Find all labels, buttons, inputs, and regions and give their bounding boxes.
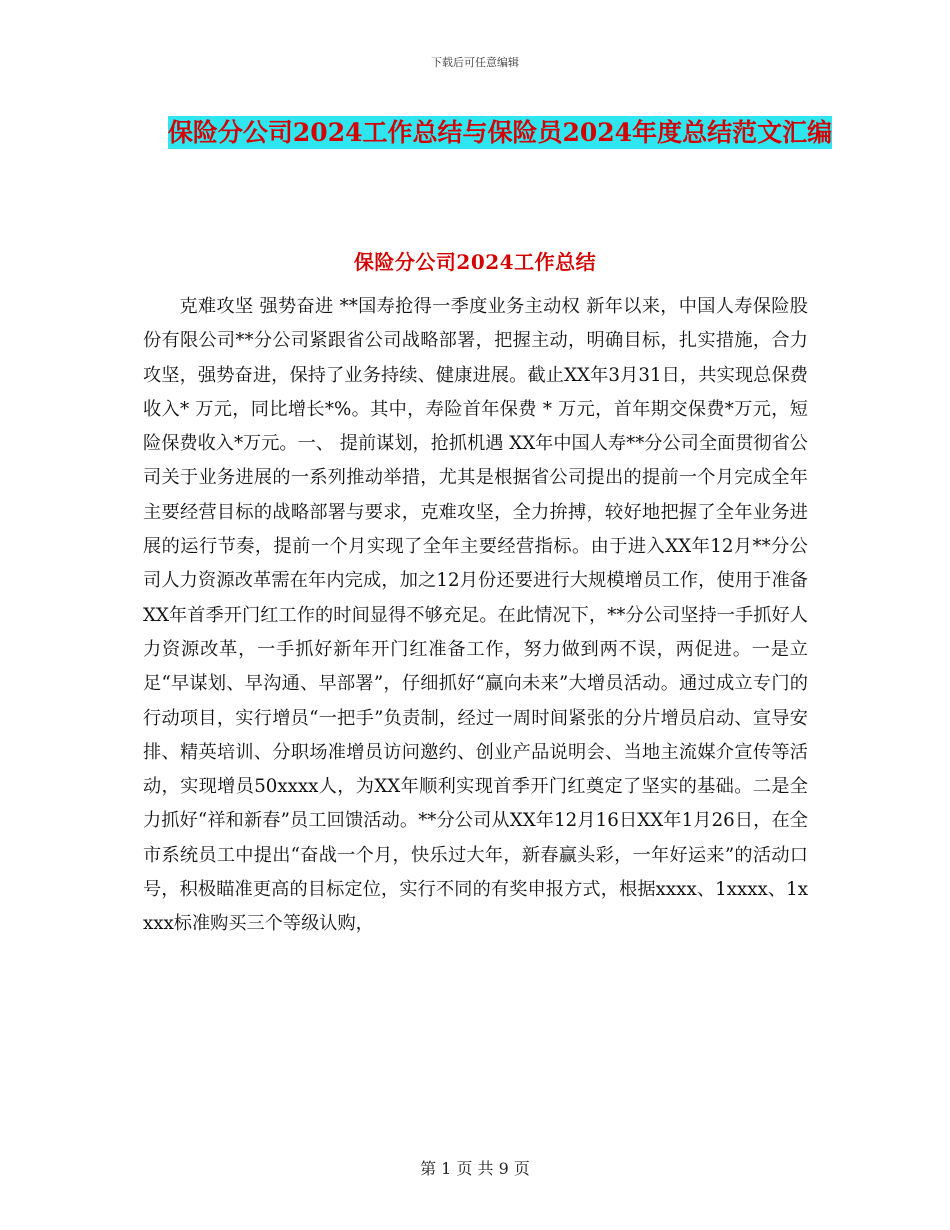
body-paragraph: 克难攻坚 强势奋进 **国寿抢得一季度业务主动权 新年以来，中国人寿保险股份有限公司**分公司紧跟省公司战略部署，把握主动，明确目标，扎实措施，合力攻坚，强势奋进，保持了业务持续、健康进展。截止XX年3月31日，共实现总保费收入* 万元，同比增长*%。其中，寿险首年保费 * 万元，首年期交保费*万元，短险保费收入*万元。一、 提前谋划，抢抓机遇 XX年中国人寿**分公司全面贯彻省公司关于业务进展的一系列推动举措，尤其是根据省公司提出的提前一个月完成全年主要经营目标的战略部署与要求，克难攻坚，全力拚搏，较好地把握了全年业务进展的运行节奏，提前一个月实现了全年主要经营指标。由于进入XX年12月**分公司人力资源改革需在年内完成，加之12月份还要进行大规模增员工作，使用于准备XX年首季开门红工作的时间显得不够充足。在此情况下，**分公司坚持一手抓好人力资源改革，一手抓好新年开门红准备工作，努力做到两不误，两促进。一是立足“早谋划、早沟通、早部署”，仔细抓好“赢向未来”大增员活动。通过成立专门的行动项目，实行增员“一把手”负责制，经过一周时间紧张的分片增员启动、宣导安排、精英培训、分职场准增员访问邀约、创业产品说明会、当地主流媒介宣传等活动，实现增员50xxxx人，为XX年顺利实现首季开门红奠定了坚实的基础。二是全力抓好“祥和新春”员工回馈活动。**分公司从XX年12月16日XX年1月26日，在全市系统员工中提出“奋战一个月，快乐过大年，新春赢头彩，一年好运来”的活动口号，积极瞄准更高的目标定位，实行不同的有奖申报方式，根据xxxx、1xxxx、1xxxx标准购买三个等级认购， — [143, 296, 808, 935]
page-footer: 第 1 页 共 9 页 — [420, 1159, 530, 1178]
section-title: 保险分公司2024工作总结 — [353, 250, 597, 274]
header-note: 下载后可任意编辑 — [431, 56, 519, 69]
document-title — [150, 108, 850, 158]
document-title-text: 保险分公司2024工作总结与保险员2024年度总结范文汇编 — [167, 118, 833, 147]
